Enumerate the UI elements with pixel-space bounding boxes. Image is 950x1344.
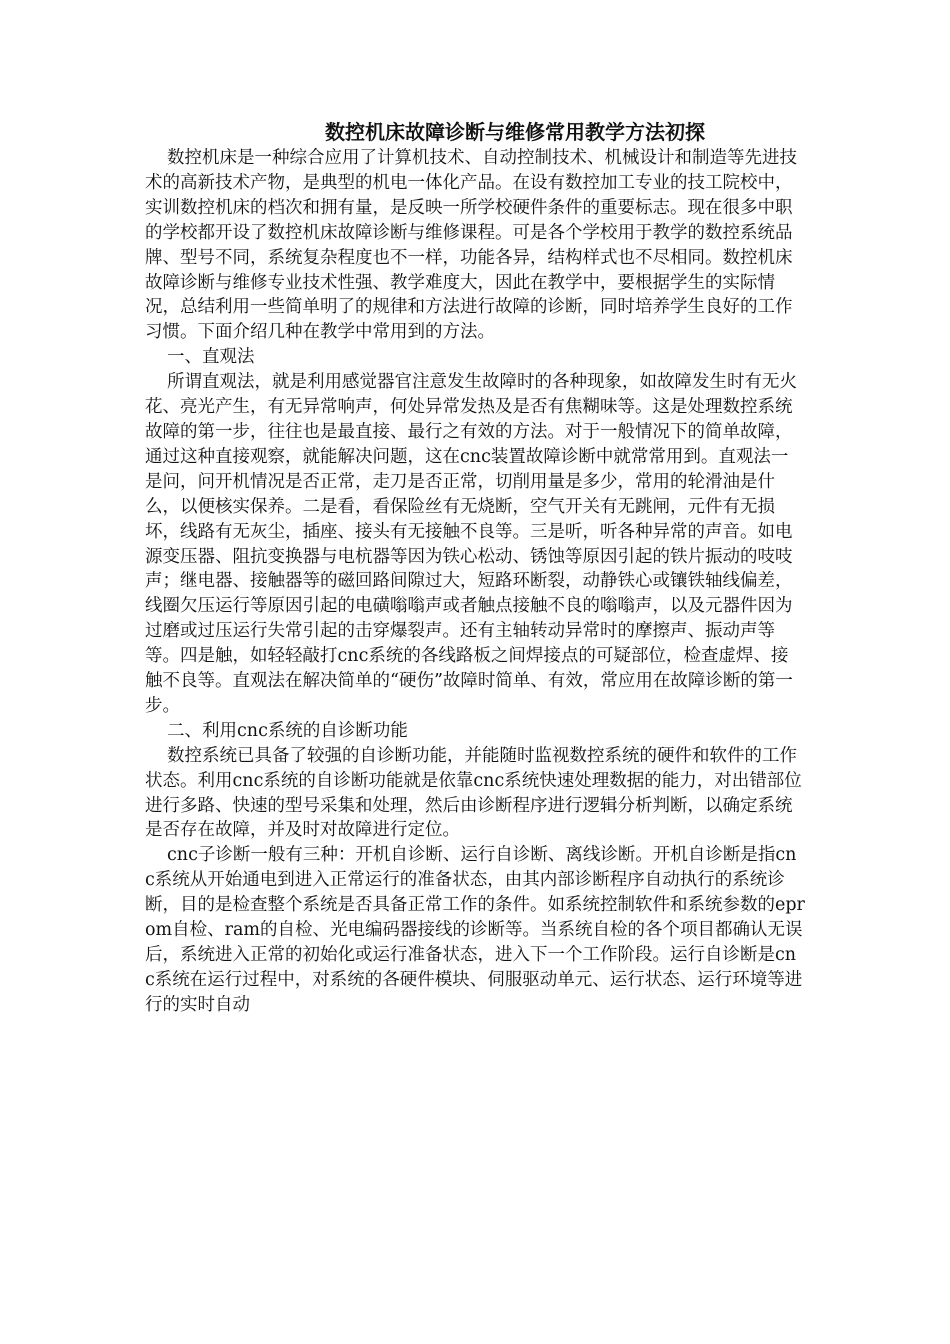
self-diagnosis-paragraph-1: 数控系统已具备了较强的自诊断功能，并能随时监视数控系统的硬件和软件的工作状态。利用cnc系统的自诊断功能就是依靠cnc系统快速处理数据的能力，对出错部位进行多路、快速的型号采集和处理，然后由诊断程序进行逻辑分析判断，以确定系统是否存在故障，并及时对故障进行定位。 xyxy=(145,745,802,841)
section-heading-intuitive-method: 一、直观法 xyxy=(167,347,255,368)
document-title: 数控机床故障诊断与维修常用教学方法初探 xyxy=(325,120,705,144)
self-diagnosis-paragraph-2: cnc子诊断一般有三种：开机自诊断、运行自诊断、离线诊断。开机自诊断是指cnc系统从开始通电到进入正常运行的准备状态，由其内部诊断程序自动执行的系统诊断，目的是检查整个系统是否具备正常工作的条件。如系统控制软件和系统参数的eprom自检、ram的自检、光电编码器接线的诊断等。当系统自检的各个项目都确认无误后，系统进入正常的初始化或运行准备状态，进入下一个工作阶段。运行自诊断是cnc系统在运行过程中，对系统的各硬件模块、伺服驱动单元、运行状态、运行环境等进行的实时自动 xyxy=(145,845,805,1015)
intuitive-method-paragraph: 所谓直观法，就是利用感觉器官注意发生故障时的各种现象，如故障发生时有无火花、亮光产生，有无异常响声，何处异常发热及是否有焦糊味等。这是处理数控系统故障的第一步，往往也是最直接、最行之有效的方法。对于一般情况下的简单故障，通过这种直接观察，就能解决问题，这在cnc装置故障诊断中就常常用到。直观法一是问，问开机情况是否正常，走刀是否正常，切削用量是多少，常用的轮滑油是什么，以便核实保养。二是看，看保险丝有无烧断，空气开关有无跳闸，元件有无损坏，线路有无灰尘，插座、接头有无接触不良等。三是听，听各种异常的声音。如电源变压器、阻抗变换器与电杭器等因为铁心松动、锈蚀等原因引起的铁片振动的吱吱声；继电器、接触器等的磁回路间隙过大，短路环断裂，动静铁心或镶铁轴线偏差，线圈欠压运行等原因引起的电磺嗡嗡声或者触点接触不良的嗡嗡声，以及元器件因为过磨或过压运行失常引起的击穿爆裂声。还有主轴转动异常时的摩擦声、振动声等等。四是触，如轻轻敲打cnc系统的各线路板之间焊接点的可疑部位，检查虚焊、接触不良等。直观法在解决简单的“硬伤”故障时简单、有效，常应用在故障诊断的第一步。 xyxy=(145,372,797,716)
section-heading-self-diagnosis: 二、利用cnc系统的自诊断功能 xyxy=(167,720,408,741)
intro-paragraph: 数控机床是一种综合应用了计算机技术、自动控制技术、机械设计和制造等先进技术的高新技术产物，是典型的机电一体化产品。在设有数控加工专业的技工院校中，实训数控机床的档次和拥有量，是反映一所学校硬件条件的重要标志。现在很多中职的学校都开设了数控机床故障诊断与维修课程。可是各个学校用于教学的数控系统品牌、型号不同，系统复杂程度也不一样，功能各异，结构样式也不尽相同。数控机床故障诊断与维修专业技术性强、教学难度大，因此在教学中，要根据学生的实际情况，总结利用一些简单明了的规律和方法进行故障的诊断，同时培养学生良好的工作习惯。下面介绍几种在教学中常用到的方法。 xyxy=(145,148,797,343)
document-body xyxy=(145,118,805,1018)
